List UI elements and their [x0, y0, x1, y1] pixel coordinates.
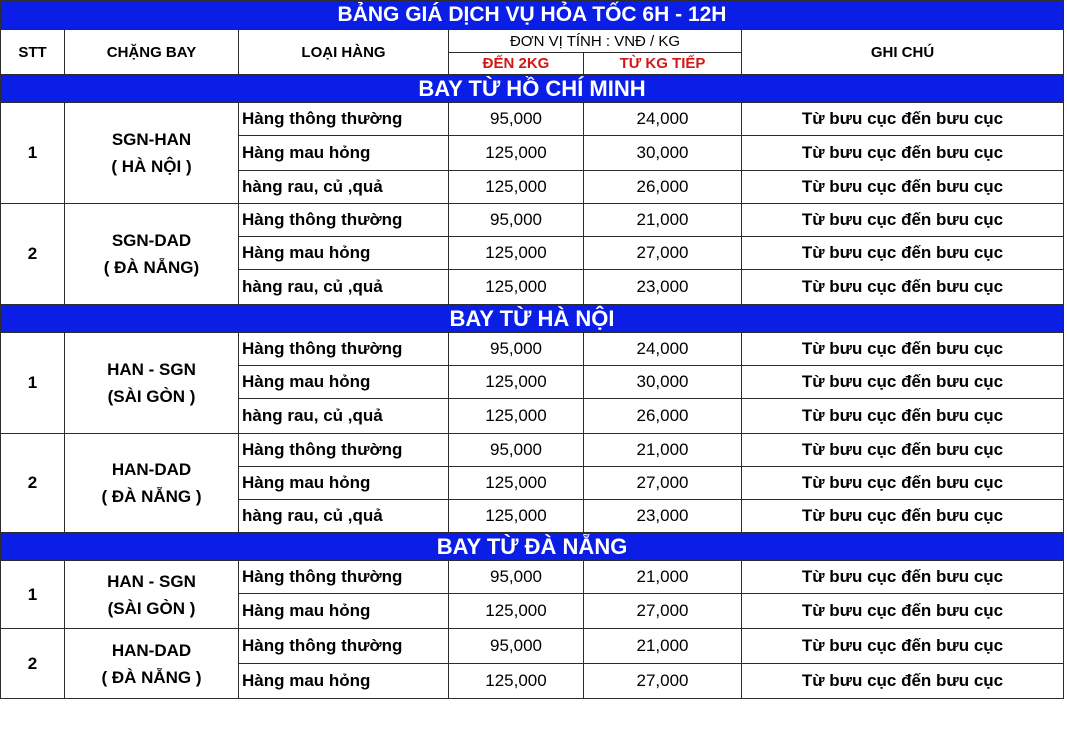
price-next-kg: 26,000	[584, 171, 742, 204]
price-first-2kg: 95,000	[449, 434, 584, 467]
route-city: (SÀI GÒN )	[107, 598, 196, 618]
route-cell	[65, 629, 239, 699]
cargo-type: hàng rau, củ ,quả	[239, 500, 449, 533]
header-stt: STT	[1, 30, 65, 75]
price-next-kg: 27,000	[584, 237, 742, 270]
note-cell: Từ bưu cục đến bưu cục	[742, 500, 1064, 533]
section-title: BAY TỪ HỒ CHÍ MINH	[1, 75, 1064, 103]
price-next-kg: 27,000	[584, 594, 742, 629]
header-up-to-2kg: ĐẾN 2KG	[449, 53, 584, 75]
price-next-kg: 30,000	[584, 366, 742, 399]
section-title: BAY TỪ HÀ NỘI	[1, 305, 1064, 333]
header-unit: ĐƠN VỊ TÍNH : VNĐ / KG	[449, 30, 742, 53]
price-next-kg: 21,000	[584, 204, 742, 237]
cargo-type: Hàng thông thường	[239, 561, 449, 594]
price-first-2kg: 125,000	[449, 399, 584, 434]
header-per-kg-next: TỪ KG TIẾP	[584, 53, 742, 75]
route-city: ( ĐÀ NẴNG )	[101, 487, 202, 506]
route-code: HAN-DAD	[111, 640, 192, 660]
price-first-2kg: 95,000	[449, 333, 584, 366]
cargo-type: Hàng mau hỏng	[239, 237, 449, 270]
stt-cell: 1	[1, 561, 65, 629]
stt-cell: 2	[1, 204, 65, 305]
note-cell: Từ bưu cục đến bưu cục	[742, 136, 1064, 171]
price-first-2kg: 125,000	[449, 136, 584, 171]
note-cell: Từ bưu cục đến bưu cục	[742, 664, 1064, 699]
route-city: ( ĐÀ NẴNG )	[101, 667, 202, 687]
stt-cell: 2	[1, 629, 65, 699]
route-code: HAN - SGN	[107, 360, 196, 379]
route-cell	[65, 204, 239, 305]
price-first-2kg: 95,000	[449, 204, 584, 237]
price-next-kg: 21,000	[584, 434, 742, 467]
route-code: SGN-DAD	[111, 231, 192, 250]
note-cell: Từ bưu cục đến bưu cục	[742, 366, 1064, 399]
header-note: GHI CHÚ	[742, 30, 1064, 75]
stt-cell: 1	[1, 333, 65, 434]
header-route: CHẶNG BAY	[65, 30, 239, 75]
note-cell: Từ bưu cục đến bưu cục	[742, 270, 1064, 305]
price-next-kg: 24,000	[584, 333, 742, 366]
note-cell: Từ bưu cục đến bưu cục	[742, 204, 1064, 237]
section-title: BAY TỪ ĐÀ NẴNG	[1, 533, 1064, 561]
route-cell	[65, 333, 239, 434]
note-cell: Từ bưu cục đến bưu cục	[742, 237, 1064, 270]
note-cell: Từ bưu cục đến bưu cục	[742, 561, 1064, 594]
cargo-type: Hàng mau hỏng	[239, 467, 449, 500]
route-code: SGN-HAN	[111, 130, 192, 149]
cargo-type: Hàng mau hỏng	[239, 366, 449, 399]
price-next-kg: 24,000	[584, 103, 742, 136]
note-cell: Từ bưu cục đến bưu cục	[742, 434, 1064, 467]
cargo-type: Hàng mau hỏng	[239, 136, 449, 171]
note-cell: Từ bưu cục đến bưu cục	[742, 467, 1064, 500]
note-cell: Từ bưu cục đến bưu cục	[742, 399, 1064, 434]
price-next-kg: 30,000	[584, 136, 742, 171]
cargo-type: Hàng thông thường	[239, 333, 449, 366]
price-next-kg: 23,000	[584, 500, 742, 533]
route-city: (SÀI GÒN )	[107, 387, 196, 406]
cargo-type: hàng rau, củ ,quả	[239, 270, 449, 305]
cargo-type: Hàng thông thường	[239, 103, 449, 136]
route-code: HAN - SGN	[107, 571, 196, 591]
price-next-kg: 21,000	[584, 561, 742, 594]
price-first-2kg: 125,000	[449, 237, 584, 270]
note-cell: Từ bưu cục đến bưu cục	[742, 103, 1064, 136]
price-first-2kg: 125,000	[449, 366, 584, 399]
price-next-kg: 21,000	[584, 629, 742, 664]
note-cell: Từ bưu cục đến bưu cục	[742, 333, 1064, 366]
route-cell	[65, 103, 239, 204]
price-first-2kg: 95,000	[449, 561, 584, 594]
price-next-kg: 23,000	[584, 270, 742, 305]
cargo-type: Hàng thông thường	[239, 434, 449, 467]
price-next-kg: 26,000	[584, 399, 742, 434]
route-code: HAN-DAD	[111, 460, 192, 479]
stt-cell: 1	[1, 103, 65, 204]
price-first-2kg: 95,000	[449, 629, 584, 664]
cargo-type: hàng rau, củ ,quả	[239, 171, 449, 204]
header-cargo-type: LOẠI HÀNG	[239, 30, 449, 75]
route-city: ( HÀ NỘI )	[111, 157, 192, 176]
price-first-2kg: 125,000	[449, 594, 584, 629]
route-cell	[65, 434, 239, 533]
price-first-2kg: 125,000	[449, 664, 584, 699]
cargo-type: Hàng thông thường	[239, 204, 449, 237]
cargo-type: Hàng mau hỏng	[239, 664, 449, 699]
note-cell: Từ bưu cục đến bưu cục	[742, 171, 1064, 204]
price-next-kg: 27,000	[584, 467, 742, 500]
price-first-2kg: 125,000	[449, 467, 584, 500]
price-first-2kg: 95,000	[449, 103, 584, 136]
cargo-type: Hàng thông thường	[239, 629, 449, 664]
note-cell: Từ bưu cục đến bưu cục	[742, 594, 1064, 629]
route-cell	[65, 561, 239, 629]
route-city: ( ĐÀ NẴNG)	[103, 258, 200, 277]
table-title: BẢNG GIÁ DỊCH VỤ HỎA TỐC 6H - 12H	[1, 1, 1064, 30]
cargo-type: hàng rau, củ ,quả	[239, 399, 449, 434]
price-first-2kg: 125,000	[449, 500, 584, 533]
price-next-kg: 27,000	[584, 664, 742, 699]
price-first-2kg: 125,000	[449, 270, 584, 305]
stt-cell: 2	[1, 434, 65, 533]
cargo-type: Hàng mau hỏng	[239, 594, 449, 629]
note-cell: Từ bưu cục đến bưu cục	[742, 629, 1064, 664]
price-first-2kg: 125,000	[449, 171, 584, 204]
